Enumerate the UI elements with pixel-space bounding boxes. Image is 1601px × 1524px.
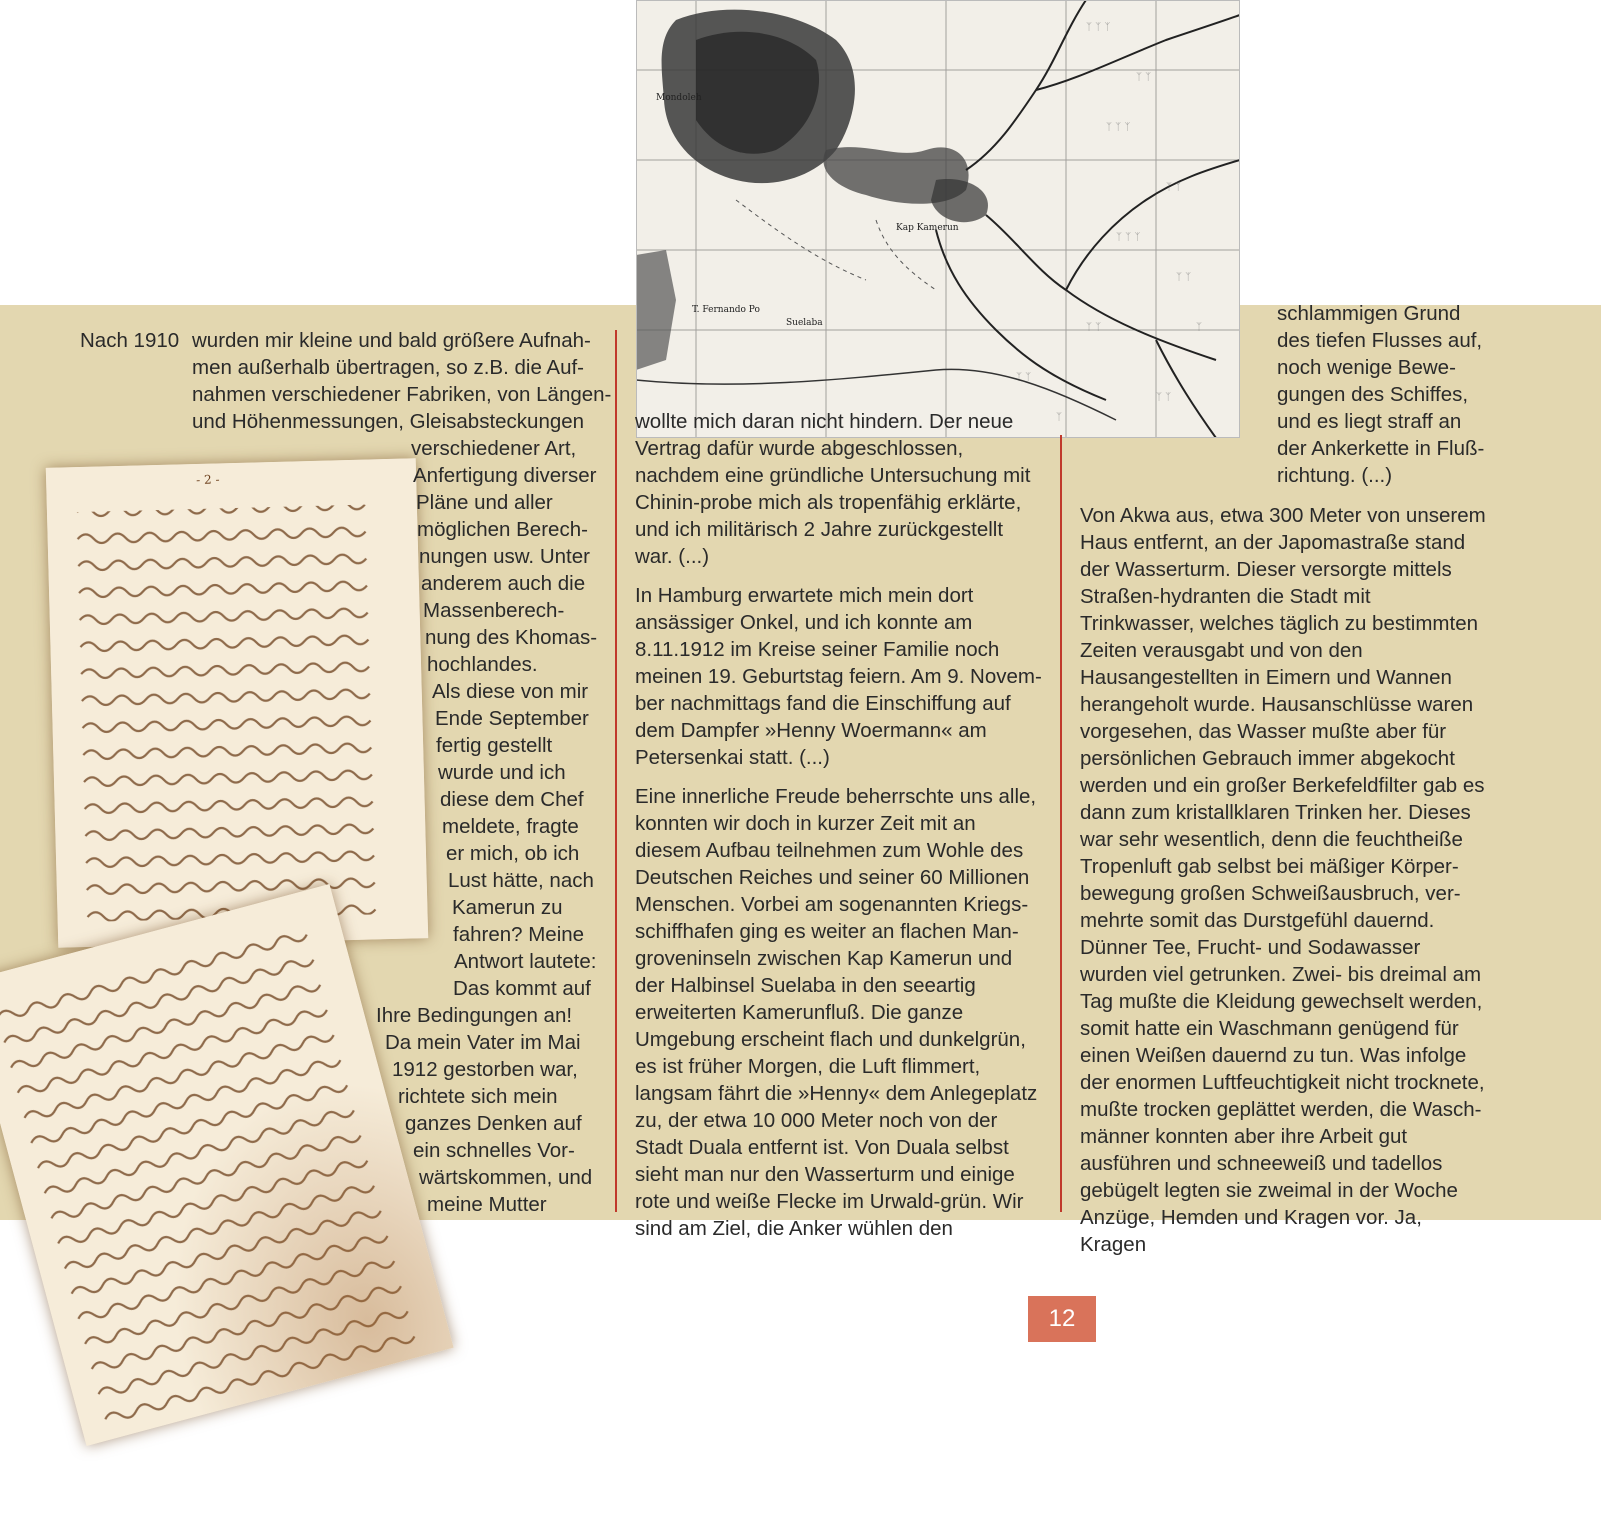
map-label-suelaba: Suelaba (786, 318, 823, 328)
text-line: nahmen verschiedener Fabriken, von Längen- (192, 383, 612, 406)
text-line: Ihre Bedingungen an! (376, 1004, 573, 1027)
svg-text:ᛉ: ᛉ (1196, 322, 1202, 333)
text-line: Lust hätte, nach (448, 869, 594, 892)
text-line: möglichen Berech- (417, 518, 588, 541)
text-line: Als diese von mir (432, 680, 589, 703)
handwritten-letter-page-icon (46, 458, 428, 948)
text-line: richtete sich mein (398, 1085, 558, 1108)
map-label-fernando-po: T. Fernando Po (692, 305, 760, 315)
middle-paragraph-2: In Hamburg erwartete mich mein dort ansässiger Onkel, und ich konnte am 8.11.1912 im Kreise seiner Familie noch meinen 19. Geburtstag feiern. Am 9. Novem-ber nachmittags fand die Einschiffung auf dem Dampfer »Henny Woermann« am Petersenkai statt. (...) (635, 584, 1042, 769)
column-divider-right (1060, 435, 1062, 1212)
map-drawing (636, 0, 1240, 438)
svg-text:- 2 -: - 2 - (195, 472, 220, 487)
lead-year: Nach 1910 (80, 329, 180, 352)
svg-text:ᛉ ᛉ ᛉ: ᛉ ᛉ ᛉ (1116, 232, 1141, 243)
text-line: Massenberech- (423, 599, 565, 622)
text-line: Da mein Vater im Mai (385, 1031, 581, 1054)
svg-text:ᛉ ᛉ: ᛉ ᛉ (1016, 372, 1032, 383)
text-line: fahren? Meine (453, 923, 585, 946)
text-line: ganzes Denken auf (405, 1112, 582, 1135)
svg-text:ᛉ ᛉ: ᛉ ᛉ (1136, 72, 1152, 83)
text-line: wurden mir kleine und bald größere Aufnah- (192, 329, 591, 352)
svg-text:ᛉ: ᛉ (1056, 412, 1062, 423)
text-line: ein schnelles Vor- (413, 1139, 575, 1162)
text-line: nungen usw. Unter (419, 545, 590, 568)
text-line: hochlandes. (427, 653, 538, 676)
text-line: Ende September (435, 707, 589, 730)
text-line: er mich, ob ich (446, 842, 580, 865)
middle-paragraph-1: wollte mich daran nicht hindern. Der neue Vertrag dafür wurde abgeschlossen, nachdem eine gründliche Untersuchung mit Chinin-probe mich als tropenfähig erklärte, und ich militärisch 2 Jahre zurückgestellt war. (...) (635, 410, 1031, 568)
svg-text:ᛉ ᛉ: ᛉ ᛉ (1176, 272, 1192, 283)
text-line: verschiedener Art, (411, 437, 577, 460)
text-line: fertig gestellt (436, 734, 553, 757)
text-line: anderem auch die (421, 572, 586, 595)
right-paragraph-2: Von Akwa aus, etwa 300 Meter von unserem Haus entfernt, an der Japomastraße stand der Wasserturm. Dieser versorgte mittels Straßen-hydranten die Stadt mit Trinkwasser, welches täglich zu bestimmten Zeiten verausgabt und von den Hausangestellten in Eimern und Wannen herangeholt wurde. Hausanschlüsse waren vorgesehen, das Wasser mußte aber für persönlichen Gebrauch immer abgekocht werden und ein großer Berkefeldfilter gab es dann zum kristallklaren Trinken her. Dieses war sehr wesentlich, denn die feuchtheiße Tropenluft gab selbst bei mäßiger Körper-bewegung großen Schweißausbruch, ver-mehrte somit das Durstgefühl dauernd. Dünner Tee, Frucht- und Sodawasser wurden viel getrunken. Zwei- bis dreimal am Tag mußte die Kleidung gewechselt werden, somit hatte ein Waschmann genügend für einen Weißen dauernd zu tun. Was infolge der enormen Luftfeuchtigkeit nicht trocknete, mußte trocken geplättet werden, die Wasch-männer konnten aber ihre Arbeit gut ausführen und schneeweiß und tadellos gebügelt legten sie zweimal in der Woche Anzüge, Hemden und Kragen vor. Ja, Kragen (1080, 504, 1486, 1256)
text-line: meldete, fragte (442, 815, 579, 838)
right-paragraph-1: schlammigen Grund des tiefen Flusses auf, noch wenige Bewe-gungen des Schiffes, und es liegt straff an der Ankerkette in Fluß-richtung. (...) (1277, 302, 1485, 487)
text-line: Das kommt auf (453, 977, 591, 1000)
text-line: Pläne und aller (416, 491, 553, 514)
text-line: wurde und ich (438, 761, 566, 784)
text-line: Kamerun zu (452, 896, 563, 919)
right-column-text (1080, 502, 1490, 1258)
text-line: nung des Khomas- (425, 626, 598, 649)
svg-text:ᛉ ᛉ ᛉ: ᛉ ᛉ ᛉ (1086, 22, 1111, 33)
text-line: Antwort lautete: (454, 950, 597, 973)
right-column-top-text (1277, 300, 1492, 489)
middle-column-text (635, 408, 1045, 1242)
middle-paragraph-3: Eine innerliche Freude beherrschte uns alle, konnten wir doch in kurzer Zeit mit an diesem Aufbau teilnehmen zum Wohle des Deutschen Reiches und seiner 60 Millionen Menschen. Vorbei am sogenannten Kriegs-schiffhafen ging es weiter an flachen Man-groveninseln zwischen Kap Kamerun und der Halbinsel Suelaba in den seeartig erweiterten Kamerunfluß. Die ganze Umgebung erscheint flach und dunkelgrün, es ist früher Morgen, die Luft flimmert, langsam fährt die »Henny« dem Anlegeplatz zu, der etwa 10 000 Meter noch von der Stadt Duala entfernt ist. Von Duala selbst sieht man nur den Wasserturm und einige rote und weiße Flecke im Urwald-grün. Wir sind am Ziel, die Anker wühlen den (635, 785, 1038, 1240)
svg-text:ᛉ ᛉ ᛉ: ᛉ ᛉ ᛉ (1106, 122, 1131, 133)
map-label-mondoleh: Mondoleh (656, 93, 702, 103)
text-line: meine Mutter (427, 1193, 547, 1216)
text-line: men außerhalb übertragen, so z.B. die Auf- (192, 356, 585, 379)
text-line: 1912 gestorben war, (392, 1058, 578, 1081)
column-divider-left (615, 330, 617, 1212)
text-line: diese dem Chef (440, 788, 584, 811)
letter-script-lines (46, 458, 428, 948)
text-line: Anfertigung diverser (413, 464, 597, 487)
map-label-kap-kamerun: Kap Kamerun (896, 223, 959, 233)
page-number-badge: 12 (1028, 1296, 1096, 1342)
text-line: wärtskommen, und (419, 1166, 593, 1189)
svg-text:ᛉ ᛉ: ᛉ ᛉ (1086, 322, 1102, 333)
svg-text:ᛉ ᛉ: ᛉ ᛉ (1156, 392, 1172, 403)
svg-text:ᛉ ᛉ: ᛉ ᛉ (1166, 182, 1182, 193)
text-line: und Höhenmessungen, Gleisabsteckungen (192, 410, 585, 433)
historical-map-image (636, 0, 1240, 438)
